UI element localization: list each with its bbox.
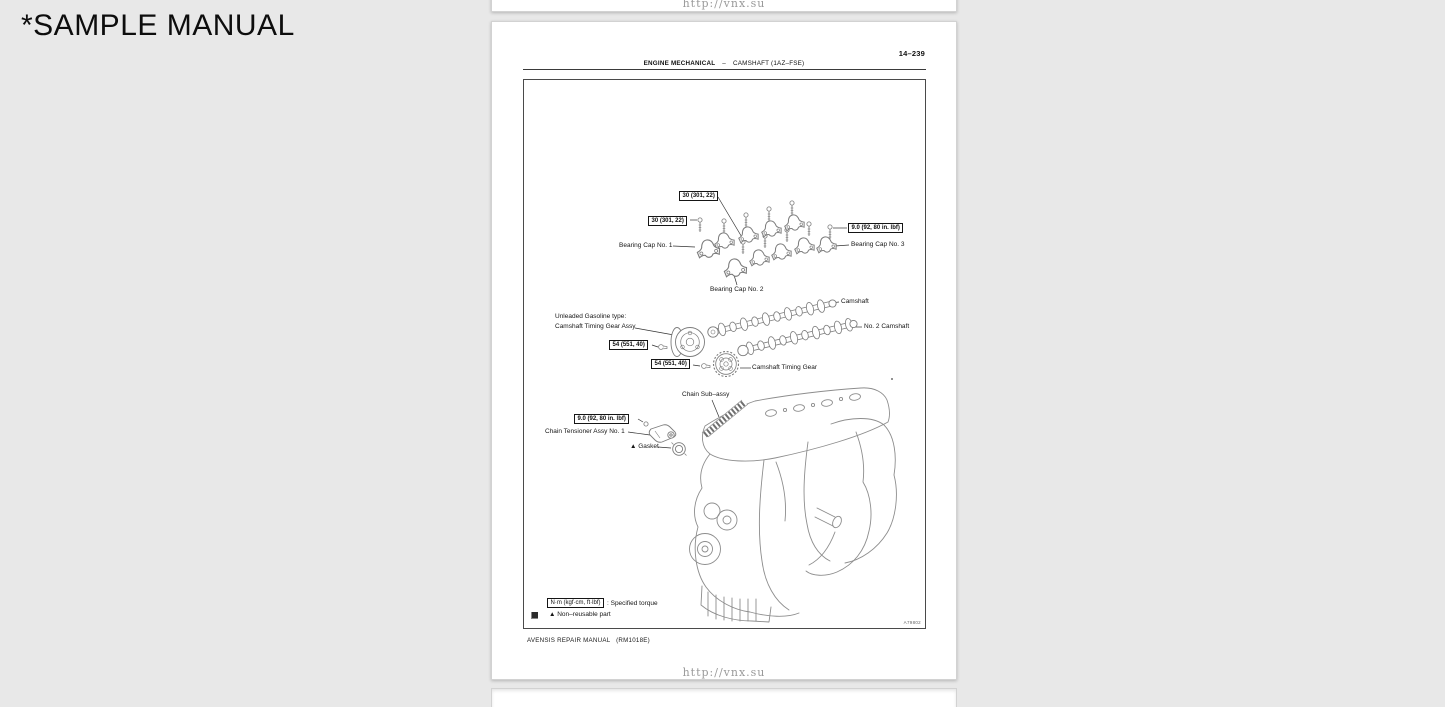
torque-label-54-lower: 54 (551, 40): [651, 359, 690, 369]
next-page: [491, 688, 957, 707]
legend-torque-desc: : Specified torque: [607, 599, 658, 607]
timing-chain-drawing: [702, 400, 748, 437]
part-label-chain-tensioner: Chain Tensioner Assy No. 1: [545, 428, 625, 435]
part-label-gasket: ▲ Gasket: [630, 443, 659, 450]
page-number: 14–239: [898, 49, 925, 58]
page-header: [492, 60, 956, 67]
bearing-caps: [696, 213, 838, 278]
legend-torque-box: N·m (kgf·cm, ft·lbf): [547, 598, 604, 608]
part-label-unleaded-line1: Unleaded Gasoline type:: [555, 313, 627, 320]
prev-page-watermark: http://vnx.su: [682, 0, 766, 10]
header-rule: [523, 69, 926, 70]
torque-label-9-left: 9.0 (92, 80 in. lbf): [574, 414, 629, 424]
legend-nonreusable: ▲ Non–reusable part: [549, 611, 611, 618]
legend-torque: [547, 598, 658, 608]
part-label-bearing-cap-1: Bearing Cap No. 1: [619, 242, 673, 249]
part-label-bearing-cap-2: Bearing Cap No. 2: [710, 286, 764, 293]
page-watermark: http://vnx.su: [682, 666, 766, 679]
section-title: ENGINE MECHANICAL: [643, 60, 716, 67]
timing-gear-assy-drawing: [671, 328, 705, 357]
prev-page: [491, 0, 957, 12]
part-label-unleaded-line2: Camshaft Timing Gear Assy: [555, 323, 636, 330]
figure-code: A79802: [903, 620, 921, 625]
torque-label-30-upper: 30 (301, 22): [679, 191, 718, 201]
section-divider-dash: –: [722, 60, 726, 67]
torque-label-9-right: 9.0 (92, 80 in. lbf): [848, 223, 903, 233]
figure-frame: [523, 79, 926, 629]
part-label-no2-camshaft: No. 2 Camshaft: [864, 323, 910, 330]
manual-page: [491, 21, 957, 680]
part-label-camshaft-timing-gear: Camshaft Timing Gear: [752, 364, 818, 371]
part-label-bearing-cap-3: Bearing Cap No. 3: [851, 241, 905, 248]
chain-tensioner-drawing: [649, 425, 676, 443]
part-label-chain-subassy: Chain Sub–assy: [682, 391, 730, 398]
gasket-drawing: [672, 443, 687, 456]
section-subject: CAMSHAFT (1AZ–FSE): [732, 60, 805, 67]
torque-label-30-left: 30 (301, 22): [648, 216, 687, 226]
page-footer: AVENSIS REPAIR MANUAL (RM1018E): [527, 637, 650, 644]
publisher-mark-icon: [531, 612, 538, 619]
timing-gear-drawing: [714, 352, 739, 377]
scan-dot: [891, 378, 893, 380]
torque-label-54-upper: 54 (551, 40): [609, 340, 648, 350]
sample-manual-text: *SAMPLE MANUAL: [21, 9, 295, 42]
camshaft-diagram-svg: [524, 80, 927, 630]
part-label-camshaft: Camshaft: [841, 298, 869, 305]
